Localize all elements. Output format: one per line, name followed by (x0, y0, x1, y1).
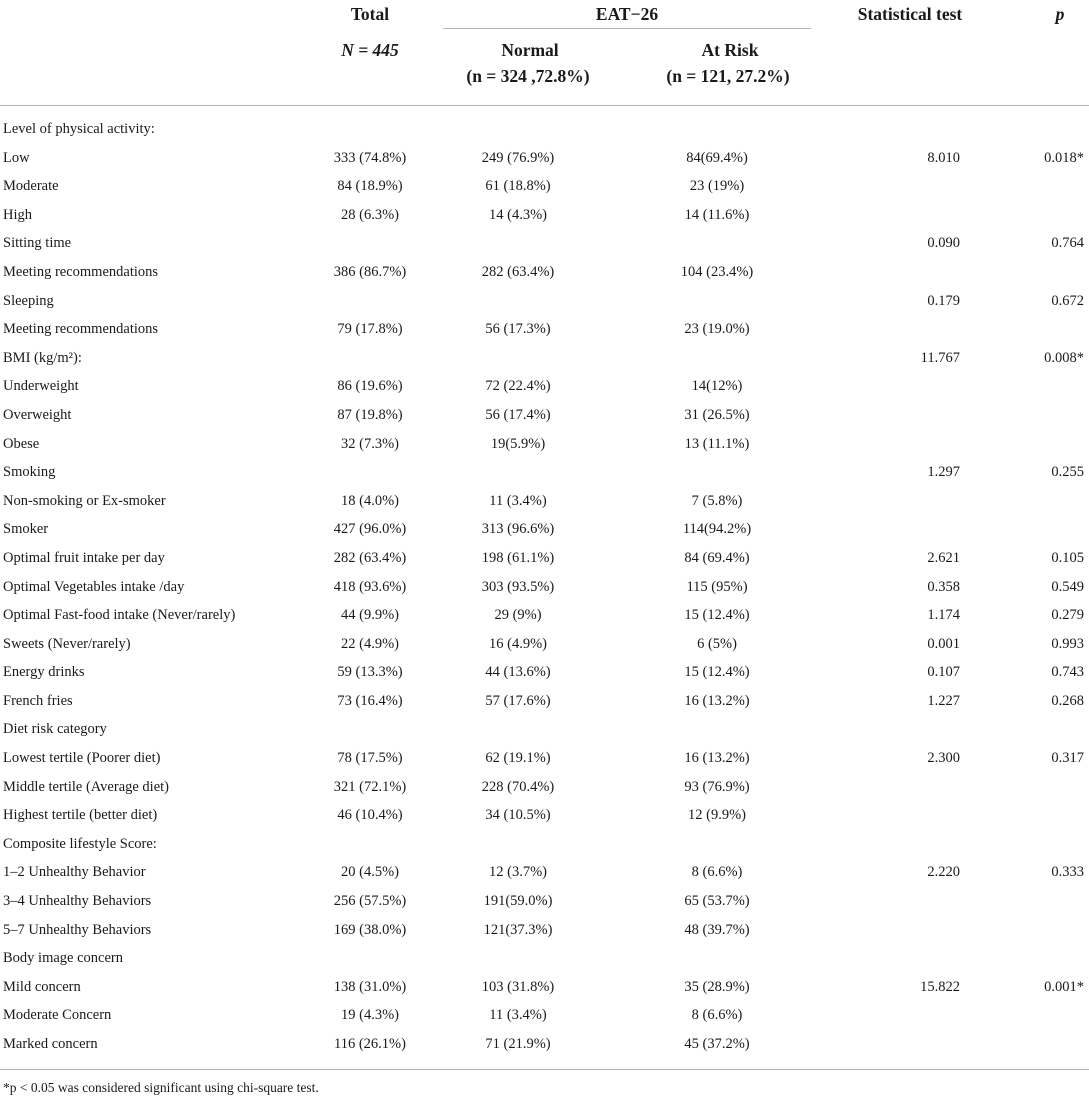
cell-p-value: 0.333 (1051, 864, 1084, 881)
cell-total: 138 (31.0%) (333, 978, 407, 995)
cell-at-risk: 7 (5.8%) (691, 492, 743, 509)
row-label: Sitting time (3, 235, 72, 252)
table-row (0, 372, 1089, 401)
row-label: Sweets (Never/rarely) (3, 635, 131, 652)
table-header (0, 0, 1089, 106)
cell-statistical-test: 1.174 (927, 607, 960, 624)
footnote: *p < 0.05 was considered significant using chi-square test. (3, 1080, 319, 1095)
cell-statistical-test: 0.358 (927, 578, 960, 595)
table-row (0, 630, 1089, 659)
eat26-span-rule (443, 28, 811, 29)
cell-total: 22 (4.9%) (341, 635, 399, 652)
cell-at-risk: 16 (13.2%) (684, 692, 750, 709)
cell-total: 79 (17.8%) (337, 321, 403, 338)
row-label: High (3, 206, 32, 223)
cell-statistical-test: 2.621 (927, 549, 960, 566)
cell-total: 282 (63.4%) (333, 549, 407, 566)
cell-normal: 44 (13.6%) (485, 664, 551, 681)
cell-p-value: 0.018* (1044, 149, 1084, 166)
table-row (0, 773, 1089, 802)
cell-at-risk: 23 (19%) (689, 178, 745, 195)
table-row (0, 115, 1089, 144)
header-statistical-test: Statistical test (857, 4, 963, 24)
cell-at-risk: 14(12%) (691, 378, 743, 395)
cell-statistical-test: 0.107 (927, 664, 960, 681)
row-label: 1–2 Unhealthy Behavior (3, 864, 146, 881)
cell-normal: 282 (63.4%) (481, 263, 555, 280)
row-label: Smoker (3, 521, 49, 538)
cell-statistical-test: 8.010 (927, 149, 960, 166)
cell-p-value: 0.008* (1044, 349, 1084, 366)
table-row (0, 858, 1089, 887)
row-label: BMI (kg/m²): (3, 349, 82, 366)
row-label: Lowest tertile (Poorer diet) (3, 750, 161, 767)
cell-p-value: 0.549 (1051, 578, 1084, 595)
table-row (0, 1001, 1089, 1030)
header-atrisk-n: (n = 121, 27.2%) (666, 66, 790, 86)
table-row (0, 172, 1089, 201)
cell-at-risk: 15 (12.4%) (684, 607, 750, 624)
cell-normal: 56 (17.4%) (485, 406, 551, 423)
cell-total: 18 (4.0%) (341, 492, 399, 509)
table-row (0, 458, 1089, 487)
row-label: Overweight (3, 406, 72, 423)
cell-statistical-test: 0.179 (927, 292, 960, 309)
row-label: Highest tertile (better diet) (3, 807, 158, 824)
cell-total: 84 (18.9%) (337, 178, 403, 195)
cell-statistical-test: 1.227 (927, 692, 960, 709)
row-label: Meeting recommendations (3, 263, 159, 280)
cell-at-risk: 35 (28.9%) (684, 978, 750, 995)
cell-normal: 34 (10.5%) (485, 807, 551, 824)
cell-total: 333 (74.8%) (333, 149, 407, 166)
cell-normal: 198 (61.1%) (481, 549, 555, 566)
header-rule (0, 105, 1089, 106)
cell-normal: 14 (4.3%) (489, 206, 547, 223)
row-label: Level of physical activity: (3, 121, 155, 137)
table-row (0, 601, 1089, 630)
row-label: Moderate (3, 178, 59, 195)
row-label: 5–7 Unhealthy Behaviors (3, 921, 152, 938)
cell-p-value: 0.105 (1051, 549, 1084, 566)
cell-normal: 313 (96.6%) (481, 521, 555, 538)
cell-total: 20 (4.5%) (341, 864, 399, 881)
cell-normal: 71 (21.9%) (485, 1036, 551, 1052)
cell-p-value: 0.764 (1051, 235, 1084, 252)
table-row (0, 916, 1089, 945)
cell-at-risk: 13 (11.1%) (684, 435, 750, 452)
cell-p-value: 0.317 (1051, 750, 1084, 767)
cell-normal: 72 (22.4%) (485, 378, 551, 395)
row-label: French fries (3, 692, 73, 709)
row-label: Non-smoking or Ex-smoker (3, 492, 166, 509)
cell-at-risk: 6 (5%) (697, 635, 737, 652)
table-row (0, 144, 1089, 173)
cell-total: 86 (19.6%) (337, 378, 403, 395)
row-label: Sleeping (3, 292, 54, 309)
table-row (0, 944, 1089, 973)
cell-at-risk: 16 (13.2%) (684, 750, 750, 767)
cell-normal: 191(59.0%) (483, 893, 553, 910)
table-row (0, 487, 1089, 516)
cell-normal: 19(5.9%) (490, 435, 546, 452)
cell-at-risk: 114(94.2%) (682, 521, 752, 538)
cell-normal: 11 (3.4%) (489, 492, 547, 509)
table-row (0, 715, 1089, 744)
table-body (0, 115, 1089, 1059)
cell-p-value: 0.268 (1051, 692, 1084, 709)
row-label: 3–4 Unhealthy Behaviors (3, 893, 152, 910)
header-p: p (1055, 4, 1065, 24)
table-row (0, 1030, 1089, 1059)
row-label: Meeting recommendations (3, 321, 159, 338)
bottom-rule (0, 1069, 1089, 1070)
header-total-n: N = 445 (341, 40, 399, 60)
cell-at-risk: 8 (6.6%) (691, 864, 743, 881)
cell-normal: 12 (3.7%) (489, 864, 547, 881)
row-label: Optimal Vegetables intake /day (3, 578, 185, 595)
cell-p-value: 0.255 (1051, 464, 1084, 481)
table-row (0, 658, 1089, 687)
header-eat26: EAT−26 (595, 4, 659, 24)
cell-at-risk: 14 (11.6%) (684, 206, 750, 223)
cell-p-value: 0.743 (1051, 664, 1084, 681)
cell-at-risk: 65 (53.7%) (684, 893, 750, 910)
row-label: Body image concern (3, 950, 123, 967)
cell-total: 256 (57.5%) (333, 893, 407, 910)
cell-statistical-test: 0.090 (927, 235, 960, 252)
cell-normal: 228 (70.4%) (481, 778, 555, 795)
table-row (0, 744, 1089, 773)
table-row (0, 229, 1089, 258)
cell-at-risk: 45 (37.2%) (684, 1036, 750, 1052)
cell-p-value: 0.993 (1051, 635, 1084, 652)
cell-statistical-test: 0.001 (927, 635, 960, 652)
cell-total: 386 (86.7%) (333, 263, 407, 280)
row-label: Underweight (3, 378, 79, 395)
cell-p-value: 0.001* (1044, 978, 1084, 995)
cell-at-risk: 31 (26.5%) (684, 406, 750, 423)
table-row (0, 687, 1089, 716)
table-row (0, 344, 1089, 373)
cell-normal: 62 (19.1%) (485, 750, 551, 767)
row-label: Obese (3, 435, 40, 452)
cell-at-risk: 115 (95%) (686, 578, 748, 595)
cell-total: 46 (10.4%) (337, 807, 403, 824)
cell-statistical-test: 2.220 (927, 864, 960, 881)
cell-total: 19 (4.3%) (341, 1007, 399, 1024)
cell-statistical-test: 2.300 (927, 750, 960, 767)
header-total: Total (350, 4, 390, 24)
cell-total: 321 (72.1%) (333, 778, 407, 795)
row-label: Low (3, 149, 30, 166)
header-normal: Normal (501, 40, 559, 60)
cell-normal: 16 (4.9%) (489, 635, 547, 652)
table-row (0, 573, 1089, 602)
cell-statistical-test: 1.297 (927, 464, 960, 481)
table-row (0, 887, 1089, 916)
row-label: Energy drinks (3, 664, 85, 681)
table-row (0, 315, 1089, 344)
cell-total: 32 (7.3%) (341, 435, 399, 452)
table-row (0, 430, 1089, 459)
table-row (0, 201, 1089, 230)
cell-total: 169 (38.0%) (333, 921, 407, 938)
cell-at-risk: 84 (69.4%) (684, 549, 750, 566)
row-label: Diet risk category (3, 721, 107, 738)
cell-total: 73 (16.4%) (337, 692, 403, 709)
row-label: Moderate Concern (3, 1007, 112, 1024)
cell-normal: 11 (3.4%) (489, 1007, 547, 1024)
cell-total: 28 (6.3%) (341, 206, 399, 223)
cell-at-risk: 8 (6.6%) (691, 1007, 743, 1024)
table-row (0, 801, 1089, 830)
cell-at-risk: 104 (23.4%) (680, 263, 754, 280)
cell-statistical-test: 11.767 (920, 349, 960, 366)
cell-normal: 57 (17.6%) (485, 692, 551, 709)
cell-at-risk: 84(69.4%) (686, 149, 748, 166)
row-label: Mild concern (3, 978, 81, 995)
table-row (0, 830, 1089, 859)
cell-normal: 303 (93.5%) (481, 578, 555, 595)
cell-total: 78 (17.5%) (337, 750, 403, 767)
header-normal-n: (n = 324 ,72.8%) (466, 66, 590, 86)
row-label: Marked concern (3, 1036, 98, 1052)
cell-statistical-test: 15.822 (920, 978, 960, 995)
cell-total: 87 (19.8%) (337, 406, 403, 423)
row-label: Smoking (3, 464, 56, 481)
cell-normal: 61 (18.8%) (485, 178, 551, 195)
cell-p-value: 0.279 (1051, 607, 1084, 624)
cell-normal: 103 (31.8%) (481, 978, 555, 995)
table-row (0, 258, 1089, 287)
row-label: Optimal Fast-food intake (Never/rarely) (3, 607, 236, 624)
row-label: Optimal fruit intake per day (3, 549, 165, 566)
table-row (0, 973, 1089, 1002)
cell-normal: 56 (17.3%) (485, 321, 551, 338)
cell-at-risk: 15 (12.4%) (684, 664, 750, 681)
cell-normal: 249 (76.9%) (481, 149, 555, 166)
row-label: Middle tertile (Average diet) (3, 778, 170, 795)
table-row (0, 515, 1089, 544)
cell-total: 44 (9.9%) (341, 607, 399, 624)
cell-at-risk: 93 (76.9%) (684, 778, 750, 795)
cell-at-risk: 48 (39.7%) (684, 921, 750, 938)
cell-total: 116 (26.1%) (334, 1036, 406, 1052)
cell-normal: 121(37.3%) (483, 921, 553, 938)
row-label: Composite lifestyle Score: (3, 835, 157, 852)
cell-total: 418 (93.6%) (333, 578, 407, 595)
cell-total: 427 (96.0%) (333, 521, 407, 538)
cell-total: 59 (13.3%) (337, 664, 403, 681)
table-row (0, 401, 1089, 430)
cell-p-value: 0.672 (1051, 292, 1084, 309)
cell-at-risk: 12 (9.9%) (688, 807, 746, 824)
table-row (0, 287, 1089, 316)
table-row (0, 544, 1089, 573)
header-atrisk: At Risk (701, 40, 759, 60)
cell-normal: 29 (9%) (494, 607, 542, 624)
cell-at-risk: 23 (19.0%) (684, 321, 750, 338)
